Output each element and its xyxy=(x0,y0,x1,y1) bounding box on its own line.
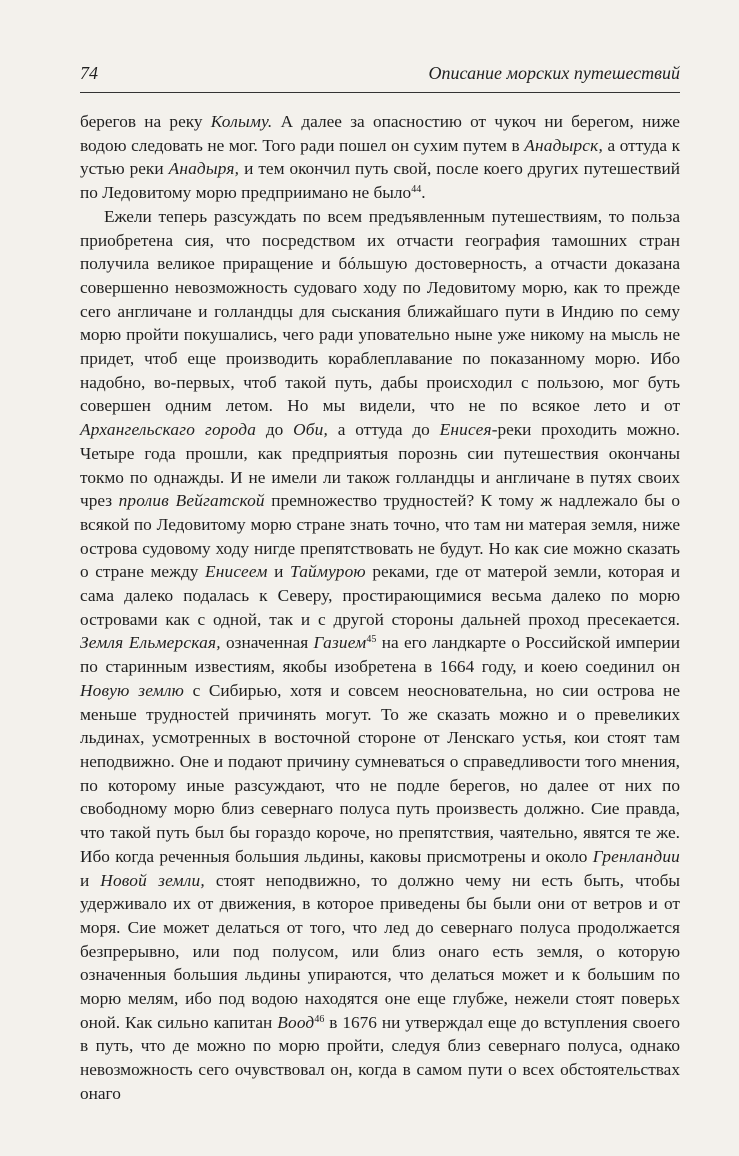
italic-text: пролив Вейгатской xyxy=(118,491,265,511)
page-number: 74 xyxy=(80,63,98,83)
italic-text: Новую землю xyxy=(80,680,185,700)
text-run: реками, где от матерой земли, которая и сама далеко подалась к Северу, простирающимися весьма далеко по морю островами как с одной, так и с другой стороны дальней проход пресекается. xyxy=(80,562,680,629)
text-run: означенная xyxy=(220,633,314,653)
text-run: и xyxy=(80,870,101,890)
text-run: с Сибирью, хотя и совсем неосновательна, но сии острова не меньше трудностей причинять могут. То же сказать можно и о превеликих льдинах, усмотренных в восточной стороне от Ленскаго устья, кои стоят там неподвижно. Оне и подают причину сумневаться о справедливости того мнения, по которому иные разсуждают, что не подле берегов, но далее от них по свободному морю близ севернаго полуса путь произвесть должно. Сие правда, что такой путь был бы гораздо короче, но препятствия, чаятельно, явятся те же. Ибо когда реченныя большия льдины, каковы присмотрены и около xyxy=(80,680,681,866)
text-run: . xyxy=(421,183,426,203)
text-run: Ежели теперь разсуждать по всем предъявленным путешествиям, то польза приобретена сия, что посредством их отчасти география тамошних стран получила великое приращение и бóльшую достоверность, а отчасти доказана совершенно невозможность судоваго ходу по Ледовитому морю, как то прежде сего англичане и голландцы для сыскания ближайшаго пути в Индию по сему морю пройти покушались, чего ради уповательно ныне уже никому на мысль не придет, чтоб еще производить кораблеплавание по показанному морю. Ибо надобно, во-первых, чтоб такой путь, дабы происходил с пользою, мог буть совершен одним летом. Но мы видели, что не по всякое лето и от xyxy=(80,206,680,416)
text-run: -реки проходить можно. Четыре года прошли, как предприятыя порознь сии путешествия окончаны токмо по однажды. И не имели ли також голландцы и англичане в путях своих чрез xyxy=(80,420,680,511)
italic-text: Гренландии xyxy=(592,846,680,866)
body-text xyxy=(80,110,680,1106)
footnote-ref: 44 xyxy=(411,184,422,196)
page-header xyxy=(80,58,680,88)
italic-text: Енисея xyxy=(439,420,492,440)
running-title: Описание морских путешествий xyxy=(428,63,680,83)
italic-text: Анадырск, xyxy=(524,135,603,155)
text-run: и xyxy=(267,562,291,582)
text-run: до xyxy=(256,420,294,440)
paragraph xyxy=(80,110,680,205)
italic-text: Архангельскаго города xyxy=(80,420,257,440)
italic-text: Оби, xyxy=(293,420,328,440)
italic-text: Новой земли, xyxy=(100,870,205,890)
italic-text: Колыму. xyxy=(210,112,273,131)
italic-text: Енисеем xyxy=(205,562,268,582)
italic-text: Анадыря, xyxy=(168,159,240,179)
text-run: берегов на реку xyxy=(80,112,211,131)
italic-text: Земля Ельмерская, xyxy=(80,633,221,653)
italic-text: Газием xyxy=(313,633,367,653)
header-rule xyxy=(80,92,680,93)
text-run: премножество трудностей? К тому ж надлежало бы о всякой по Ледовитому морю стране знать точно, что там ни матерая земля, ниже острова судовому ходу нигде препятствовать не будут. Но как сие можно сказать о стране между xyxy=(80,491,680,582)
footnote-ref: 45 xyxy=(366,634,377,646)
text-run: и тем окончил путь свой, после коего других путешествий по Ледовитому морю предприимано не было xyxy=(80,159,680,203)
text-run: а оттуда к устью реки xyxy=(80,135,680,179)
text-run: в 1676 ни утверждал еще до вступления своего в путь, что де можно по морю пройти, следуя близ севернаго полуса, однако невозможность сего очувствовал он, когда в самом пути о всех обстоятельствах онаго xyxy=(80,1012,680,1103)
italic-text: Воод xyxy=(277,1012,315,1032)
text-run: на его ландкарте о Российской империи по старинным известиям, якобы изобретена в 1664 году, и коею соединил он xyxy=(80,633,680,677)
italic-text: Таймурою xyxy=(290,562,366,582)
text-run: стоят неподвижно, то должно чему ни есть быть, чтобы удерживало их от движения, в которое приведены бы были они от ветров и от моря. Сие может делаться от того, что лед до севернаго полуса продолжается безпрерывно, или под полусом, или близ онаго есть земля, о которую означенныя большия льдины упираются, что делаться может и к большим по морю мелям, ибо под водою находятся оне еще глубже, нежели стоят поверьх оной. Как сильно капитан xyxy=(80,870,681,1032)
footnote-ref: 46 xyxy=(314,1013,325,1025)
text-run: а оттуда до xyxy=(328,420,440,440)
paragraph xyxy=(80,205,680,1106)
text-run: А далее за опасностию от чукоч ни берегом, ниже водою следовать не мог. Того ради пошел он сухим путем в xyxy=(80,112,680,155)
